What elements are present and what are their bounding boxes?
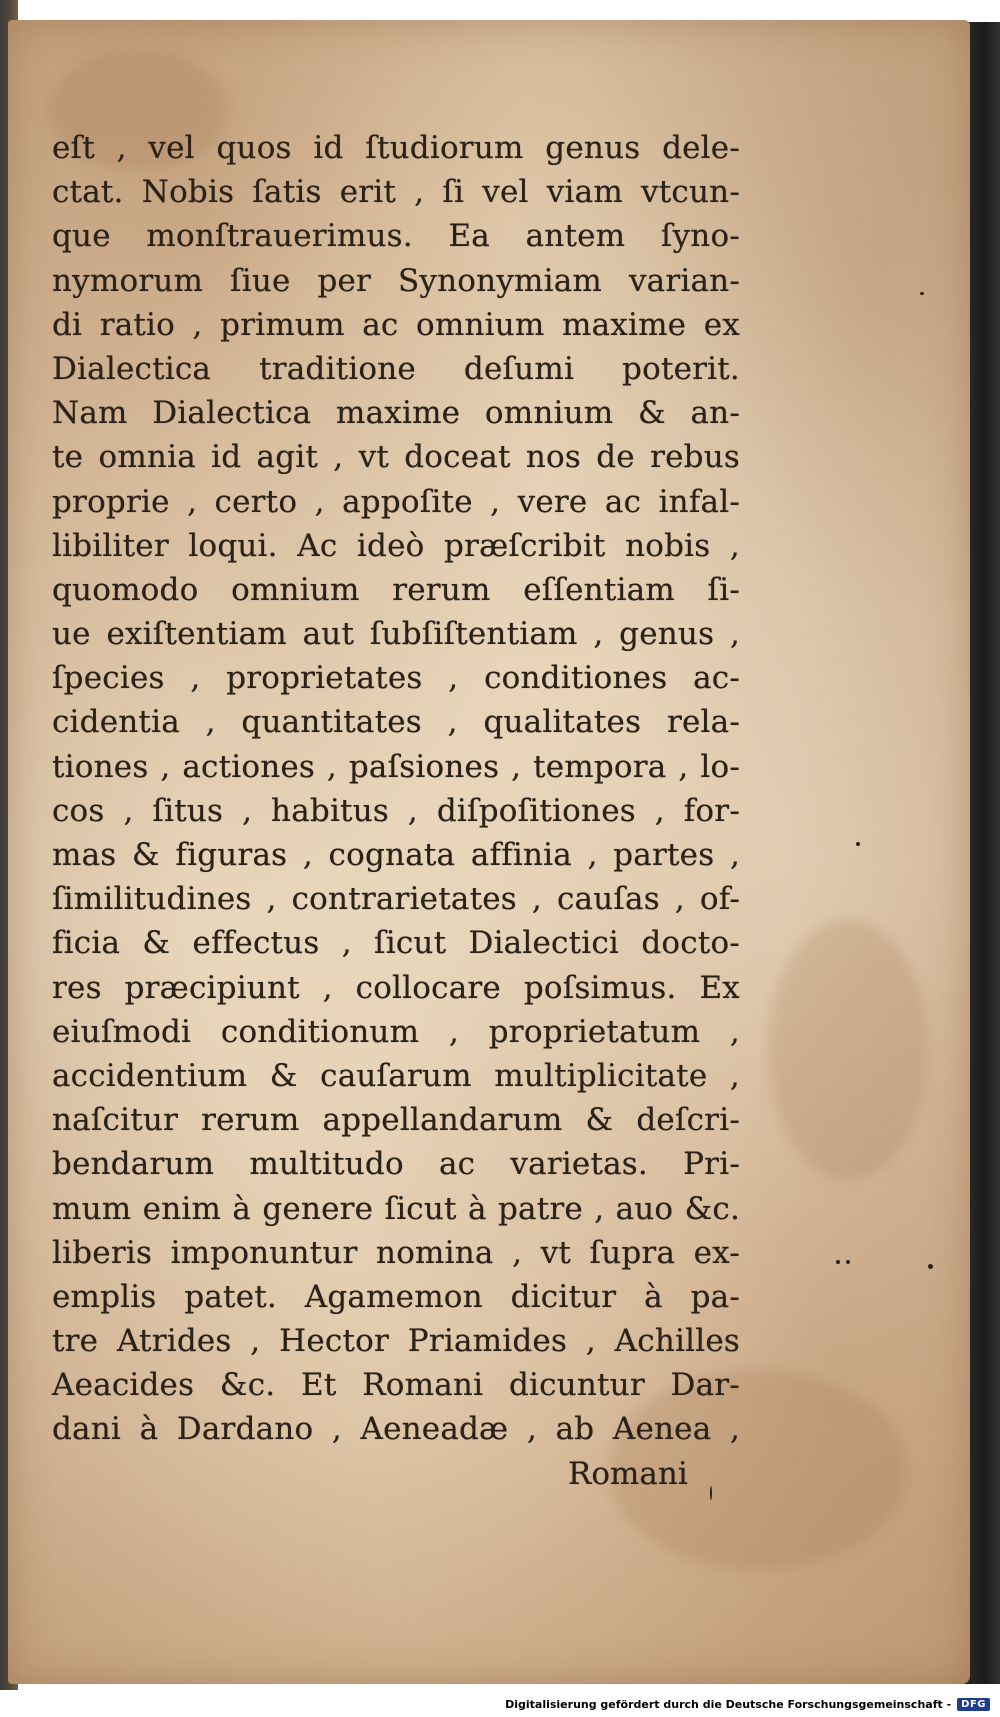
text-line: emplis patet. Agamemon dicitur à pa- xyxy=(52,1278,740,1315)
text-line: ficia & effectus , ſicut Dialectici docto- xyxy=(52,925,740,962)
text-line: eiuſmodi conditionum , proprietatum , xyxy=(52,1013,740,1050)
text-line: eſt , vel quos id ſtudiorum genus dele- xyxy=(52,130,740,166)
ink-speck xyxy=(928,1264,933,1269)
text-line: tiones , actiones , paſsiones , tempora , lo- xyxy=(52,748,740,785)
text-line: di ratio , primum ac omnium maxime ex xyxy=(52,306,740,343)
text-line: naſcitur rerum appellandarum & deſcri- xyxy=(52,1102,740,1139)
text-line: accidentium & cauſarum multiplicitate , xyxy=(52,1057,740,1094)
text-line: nymorum ſiue per Synonymiam varian- xyxy=(52,262,740,299)
ink-speck xyxy=(846,1260,850,1264)
text-line: que monſtrauerimus. Ea antem ſyno- xyxy=(52,218,740,255)
text-line: liberis imponuntur nomina , vt ſupra ex- xyxy=(52,1234,740,1271)
ink-speck xyxy=(710,1486,712,1500)
paper-page xyxy=(8,20,970,1684)
text-line: mum enim à genere ſicut à patre , auo &c. xyxy=(52,1190,740,1227)
ink-speck xyxy=(856,842,860,846)
funding-credit: Digitalisierung gefördert durch die Deutsche Forschungsgemeinschaft - xyxy=(505,1698,952,1711)
text-line: res præcipiunt , collocare poſsimus. Ex xyxy=(52,969,740,1006)
text-line: Aeacides &c. Et Romani dicuntur Dar- xyxy=(52,1367,740,1404)
text-line: proprie , certo , appoſite , vere ac infal- xyxy=(52,483,740,520)
text-line: dani à Dardano , Aeneadæ , ab Aenea , xyxy=(52,1411,740,1448)
text-line: ſpecies , proprietates , conditiones ac- xyxy=(52,660,740,697)
text-line: ctat. Nobis ſatis erit , ſi vel viam vtcun- xyxy=(52,174,740,211)
paper-stain xyxy=(768,920,928,1180)
text-line: te omnia id agit , vt doceat nos de rebus xyxy=(52,439,740,476)
text-line: cos , ſitus , habitus , diſpoſitiones , for- xyxy=(52,792,740,829)
text-line: tre Atrides , Hector Priamides , Achilles xyxy=(52,1323,740,1360)
text-line: ue exiſtentiam aut ſubſiſtentiam , genus , xyxy=(52,616,740,653)
ink-speck xyxy=(836,1260,840,1264)
text-line: Nam Dialectica maxime omnium & an- xyxy=(52,395,740,432)
text-line: Dialectica traditione deſumi poterit. xyxy=(52,350,740,387)
dfg-logo: DFG xyxy=(957,1698,990,1711)
digitization-footer xyxy=(505,1698,990,1711)
text-line: libiliter loqui. Ac ideò præſcribit nobis , xyxy=(52,527,740,564)
body-text xyxy=(52,126,740,1452)
catchword: Romani xyxy=(568,1456,688,1492)
text-line: bendarum multitudo ac varietas. Pri- xyxy=(52,1146,740,1183)
text-line: ſimilitudines , contrarietates , cauſas , of- xyxy=(52,881,740,918)
text-line: mas & figuras , cognata affinia , partes , xyxy=(52,837,740,873)
text-line: cidentia , quantitates , qualitates rela- xyxy=(52,704,740,741)
text-line: quomodo omnium rerum eſſentiam ſi- xyxy=(52,571,740,608)
ink-speck xyxy=(920,292,924,295)
